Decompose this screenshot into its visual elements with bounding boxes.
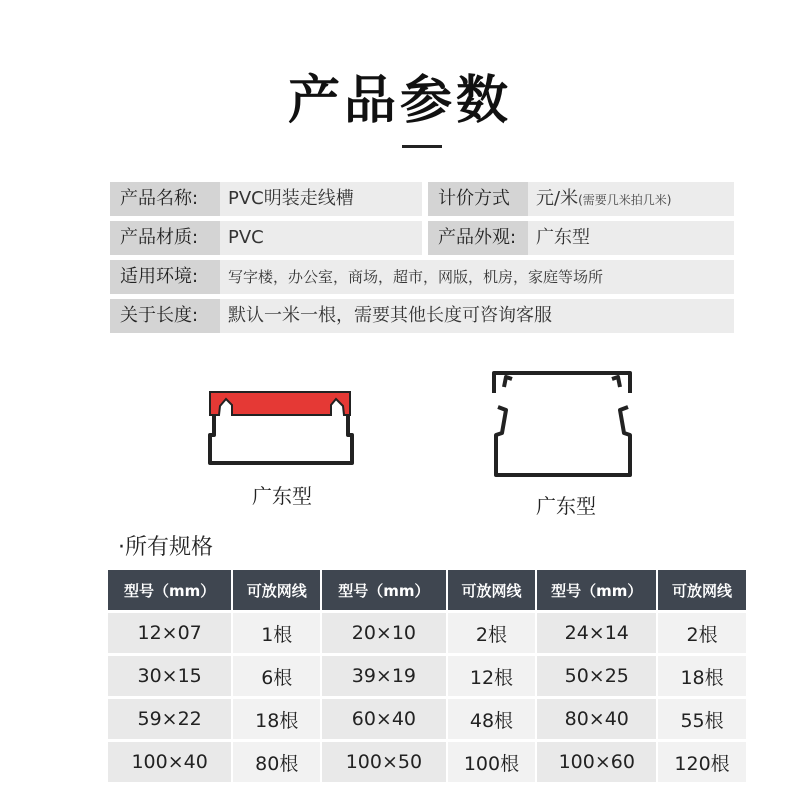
trunking-base <box>210 415 352 463</box>
spec-model: 60×40 <box>322 696 447 739</box>
spec-model: 80×40 <box>537 696 658 739</box>
separated-base <box>496 407 630 475</box>
header-model-3: 型号（mm） <box>537 570 658 610</box>
header-cables-2: 可放网线 <box>448 570 538 610</box>
right-figure-label: 广东型 <box>536 494 596 518</box>
table-row <box>108 653 748 696</box>
spec-cables: 80根 <box>233 739 322 782</box>
price-label: 计价方式 <box>428 182 528 216</box>
env-label: 适用环境: <box>110 260 220 294</box>
spec-model: 100×40 <box>108 739 233 782</box>
spec-model: 100×50 <box>322 739 447 782</box>
spec-model: 12×07 <box>108 610 233 653</box>
separated-cover <box>494 373 630 393</box>
spec-cables: 12根 <box>448 653 538 696</box>
header-model-2: 型号（mm） <box>322 570 447 610</box>
spec-cables: 2根 <box>658 610 748 653</box>
price-value: 元/米 <box>536 188 579 209</box>
page-title: 产品参数 <box>287 71 512 131</box>
header-model-1: 型号（mm） <box>108 570 233 610</box>
left-figure-label: 广东型 <box>252 484 312 508</box>
spec-model: 39×19 <box>322 653 447 696</box>
param-table <box>110 182 734 338</box>
table-row <box>108 739 748 782</box>
table-row <box>108 696 748 739</box>
specs-header-row <box>108 570 748 610</box>
spec-model: 20×10 <box>322 610 447 653</box>
env-value: 写字楼，办公室，商场，超市，网版，机房，家庭等场所 <box>220 260 734 294</box>
appearance-label: 产品外观: <box>428 221 528 255</box>
specs-table <box>108 570 748 782</box>
param-row-env <box>110 260 734 294</box>
material-value: PVC <box>220 221 422 255</box>
price-value-cell <box>528 182 734 216</box>
spec-cables: 2根 <box>448 610 538 653</box>
name-label: 产品名称: <box>110 182 220 216</box>
spec-cables: 48根 <box>448 696 538 739</box>
spec-cables: 1根 <box>233 610 322 653</box>
spec-cables: 120根 <box>658 739 748 782</box>
spec-cables: 55根 <box>658 696 748 739</box>
price-note: (需要几米拍几米) <box>578 193 672 207</box>
material-label: 产品材质: <box>110 221 220 255</box>
trunking-separated-figure <box>488 365 638 485</box>
header-cables-1: 可放网线 <box>233 570 322 610</box>
length-label: 关于长度: <box>110 299 220 333</box>
specs-heading: ·所有规格 <box>118 535 213 560</box>
table-row <box>108 610 748 653</box>
spec-cables: 18根 <box>233 696 322 739</box>
spec-model: 50×25 <box>537 653 658 696</box>
spec-model: 24×14 <box>537 610 658 653</box>
spec-cables: 100根 <box>448 739 538 782</box>
trunking-assembled-figure <box>200 385 370 475</box>
param-row-length <box>110 299 734 333</box>
title-underline <box>402 145 442 148</box>
param-row-name <box>110 182 734 216</box>
spec-cables: 18根 <box>658 653 748 696</box>
spec-model: 59×22 <box>108 696 233 739</box>
length-value: 默认一米一根，需要其他长度可咨询客服 <box>220 299 734 333</box>
header-cables-3: 可放网线 <box>658 570 748 610</box>
spec-model: 100×60 <box>537 739 658 782</box>
appearance-value: 广东型 <box>528 221 734 255</box>
param-row-material <box>110 221 734 255</box>
spec-model: 30×15 <box>108 653 233 696</box>
trunking-cover <box>210 392 350 415</box>
name-value: PVC明装走线槽 <box>220 182 422 216</box>
spec-cables: 6根 <box>233 653 322 696</box>
